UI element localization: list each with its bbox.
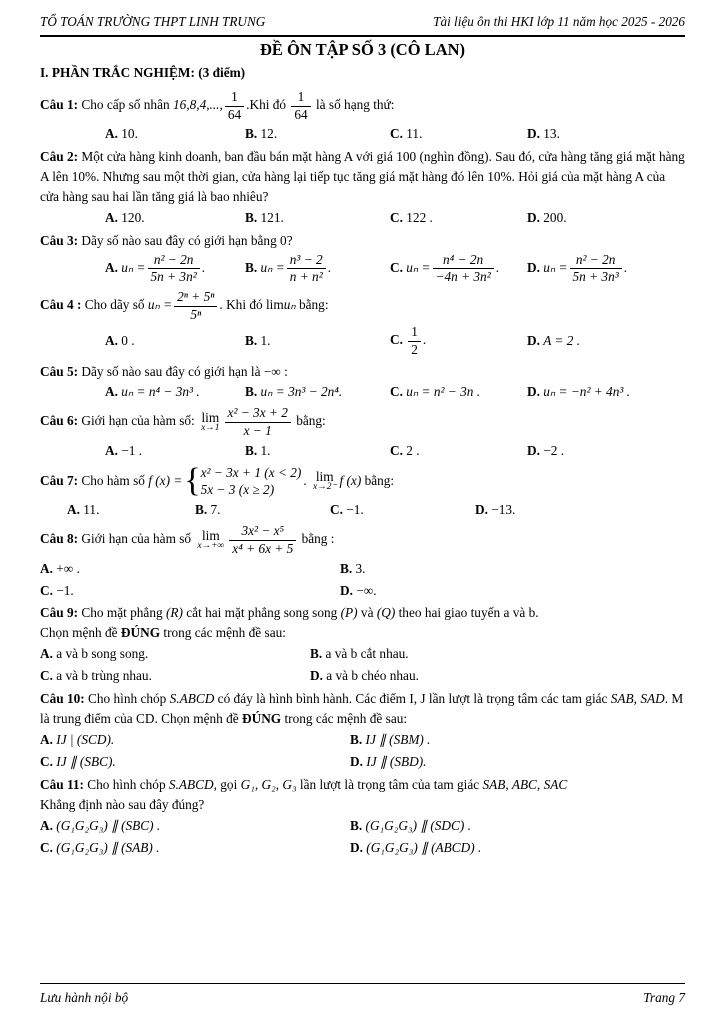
option-a [105,252,245,286]
header-subject: Tài liệu ôn thi HKI lớp 11 năm học 2025 - 2026 [433,14,685,29]
question-4-options [40,324,685,358]
question-11-body3: lần lượt là trọng tâm của tam giác [296,776,483,792]
question-10-label: Câu 10: [40,691,85,707]
question-9-label: Câu 9: [40,605,79,621]
option-key: C. [40,754,53,769]
option-d [475,500,685,520]
option-d [527,252,685,286]
function-name: f (x) = [148,472,183,488]
option-key: B. [310,646,323,662]
option-value: +∞ . [56,560,80,576]
option-c [330,500,475,520]
triangle-names: SAB, SAD [610,691,665,707]
piecewise-function [184,464,301,500]
footer-page-number: Trang 7 [643,990,685,1006]
option-a [67,500,195,520]
option-b [340,559,685,579]
option-value: a và b cắt nhau. [325,646,409,662]
question-2 [40,147,685,228]
option-value: 12. [260,126,278,142]
question-9-body3: và [357,605,377,621]
option-a [105,382,245,402]
option-d [350,838,685,858]
question-7-body3: bằng: [361,472,395,488]
option-key: A. [105,442,118,458]
option-a [105,331,245,351]
fraction [229,523,296,557]
plane-p: (P) [340,605,358,621]
option-value: 0 . [121,333,135,349]
option-key: A. [105,209,118,225]
case-2: 5x − 3 (x ≥ 2) [200,482,275,498]
option-value: −2 . [543,442,565,458]
question-6-label: Câu 6: [40,413,79,429]
option-key: B. [245,384,258,400]
header-school: TỔ TOÁN TRƯỜNG THPT LINH TRUNG [40,14,266,29]
question-4-body3: bằng: [295,297,329,313]
question-5-text [40,362,685,382]
option-value: 2 . [406,442,420,458]
option-key: A. [105,384,118,400]
question-3-text [40,231,685,251]
option-value: a và b trùng nhau. [56,668,152,684]
option-key: B. [350,817,363,833]
limit-word: lim [201,527,220,543]
option-b [310,644,685,664]
option-c [40,666,310,686]
denominator: 5n + 3n² [150,269,197,285]
option-key: C. [390,209,403,225]
question-7-options [40,500,685,520]
question-5 [40,362,685,403]
option-value: −13. [491,502,516,518]
option-a [105,208,245,228]
question-9-text [40,603,685,623]
question-4-body2: . Khi đó [219,297,266,313]
section-heading: I. PHẦN TRẮC NGHIỆM: (3 điểm) [40,65,246,81]
question-6-body2: bằng: [292,413,326,429]
limit-operator [201,411,219,435]
option-prefix: uₙ = [121,260,146,275]
option-key: A. [105,260,118,275]
option-value: −1 . [121,442,143,458]
numerator: 1 [408,324,421,342]
option-b [245,441,390,461]
option-key: C. [390,442,403,458]
option-suffix: . [495,260,500,275]
page-title: ĐỀ ÔN TẬP SỐ 3 (CÔ LAN) [259,39,466,59]
question-5-body: Dãy số nào sau đây có giới hạn là −∞ : [78,363,288,379]
option-value: 122 . [406,209,433,225]
limit-word: lim [201,409,220,425]
option-key: C. [330,502,343,518]
option-key: B. [245,442,258,458]
option-b [350,816,685,836]
question-9-body: Cho mặt phẳng [78,605,166,621]
question-10-body3: . M là trung điểm của CD. Chọn mệnh đề [40,691,684,727]
option-c [390,441,527,461]
question-2-options [40,208,685,228]
option-key: B. [350,732,363,748]
option-a [40,816,350,836]
option-c [390,324,527,358]
question-2-body: Một cửa hàng kinh doanh, ban đầu bán mặt hàng A với giá 100 (nghìn đồng). Sau đó, cửa hàng tăng giá mặt hàng A lên 10%. Nhưng sau một thời gian, cửa hàng lại tiếp tục tăng giá mặt hàng đó lên 10%. Hỏi giá của mặt hàng A của cửa hàng sau hai lần tăng giá là bao nhiêu? [40,149,685,205]
question-3-options [40,252,685,286]
centroid-names: G₁, G₂, G₃ [240,776,297,792]
fraction [287,252,326,286]
option-value: uₙ = n² − 3n . [406,384,481,400]
plane-r: (R) [165,605,183,621]
question-10 [40,689,685,772]
question-7-text [40,464,685,500]
option-key: D. [350,839,363,855]
option-key: B. [245,260,258,275]
denominator: 5ⁿ [190,306,202,322]
numerator: 1 [225,89,244,107]
option-key: C. [40,582,53,598]
question-9-options [40,644,685,686]
option-a [105,124,245,144]
question-1-label: Câu 1: [40,97,79,113]
option-c [40,581,340,601]
question-9 [40,603,685,686]
option-value: (G₁G₂G₃) ∥ (SDC) . [365,817,471,833]
denominator: x − 1 [243,422,272,438]
option-value: 1. [260,442,271,458]
question-2-text [40,147,685,207]
question-11-options [40,816,685,858]
option-key: D. [527,126,540,142]
option-suffix: . [422,332,427,348]
question-8-options [40,559,685,601]
limit-operator [197,529,224,553]
option-prefix: uₙ = [543,260,568,275]
option-value: IJ ∥ (SBC). [56,754,116,769]
option-key: D. [527,384,540,400]
question-1-body: Cho cấp số nhân [78,97,173,113]
question-10-text [40,689,685,729]
option-key: B. [340,560,353,576]
question-7 [40,464,685,521]
option-key: C. [40,839,53,855]
fraction [408,324,421,358]
option-value: uₙ = −n² + 4n³ . [543,384,630,400]
option-value: −∞. [356,582,377,598]
limit-word: lim [315,468,334,484]
question-1-body2: .Khi đó [246,97,290,113]
denominator: 2 [411,341,418,357]
emphasis-dung: ĐÚNG [120,625,161,641]
option-key: D. [310,668,323,684]
option-value: 3. [355,560,366,576]
option-a [105,441,245,461]
option-value: A = 2 . [543,333,581,349]
option-key: D. [350,754,363,769]
question-5-label: Câu 5: [40,363,79,379]
option-value: 11. [406,126,423,142]
option-value: 10. [121,126,138,142]
option-value: uₙ = n⁴ − 3n³ . [121,384,200,400]
option-value: 200. [543,209,567,225]
option-b [245,331,390,351]
question-8-text [40,523,685,557]
denominator: n + n² [289,269,323,285]
denominator: 64 [294,106,308,122]
limit-subscript: x→+∞ [197,541,225,552]
numerator: n² − 2n [570,252,622,270]
option-value: 120. [121,209,145,225]
option-key: A. [105,126,118,142]
question-9-body2: cắt hai mặt phẳng song song [182,605,341,621]
option-value: IJ ∥ (SBM) . [365,732,431,748]
option-key: A. [40,646,53,662]
numerator: 3x² − x⁵ [229,523,296,541]
option-key: D. [527,442,540,458]
numerator: n⁴ − 2n [433,252,494,270]
question-8 [40,523,685,600]
formula-prefix: uₙ = [147,297,173,313]
numerator: 2ⁿ + 5ⁿ [174,289,217,307]
question-11-body: Cho hình chóp [83,776,169,792]
footer-left: Lưu hành nội bộ [40,990,129,1006]
option-key: A. [40,560,53,576]
option-d [527,124,685,144]
brace: { [184,462,201,500]
pyramid-name: S.ABCD [168,776,214,792]
option-value: 1. [260,333,271,349]
option-suffix: . [201,260,206,275]
option-d [527,208,685,228]
option-b [245,252,390,286]
question-9-body4: theo hai giao tuyến a và b. [395,605,539,621]
question-4-label: Câu 4 : [40,297,82,313]
fraction [433,252,494,286]
option-key: C. [390,384,403,400]
question-11-prompt: Khẳng định nào sau đây đúng? [40,796,205,812]
option-value: 13. [543,126,560,142]
option-c [40,838,350,858]
option-a [40,644,310,664]
option-b [245,124,390,144]
question-6-text [40,405,685,439]
option-key: B. [245,126,258,142]
fraction [570,252,622,286]
fraction [174,289,217,323]
question-3-label: Câu 3: [40,232,79,248]
option-key: D. [340,582,353,598]
question-6-body: Giới hạn của hàm số: [78,413,199,429]
option-c [40,752,350,772]
option-key: A. [40,817,53,833]
option-c [390,208,527,228]
question-10-body2: có đáy là hình bình hành. Các điểm I, J lần lượt là trọng tâm các tam giác [214,691,611,707]
fraction [225,89,244,123]
option-key: C. [390,332,403,348]
question-4 [40,289,685,358]
option-value: 7. [210,502,221,518]
denominator: x⁴ + 6x + 5 [232,540,294,556]
question-7-body2: . [303,472,310,488]
question-9-prompt [40,623,685,643]
question-10-body4: trong các mệnh đề sau: [281,711,408,727]
question-7-label: Câu 7: [40,472,79,488]
denominator: 5n + 3n³ [572,269,619,285]
prompt-text2: trong các mệnh đề sau: [160,625,286,641]
option-c [390,124,527,144]
document-header [40,12,685,37]
option-prefix: uₙ = [260,260,285,275]
limit-subscript: x→1 [201,423,220,434]
option-value: a và b chéo nhau. [326,668,419,684]
piecewise-cases [201,464,302,500]
option-key: D. [527,333,540,349]
plane-q: (Q) [376,605,396,621]
option-key: C. [390,260,403,275]
option-key: D. [475,502,488,518]
option-key: A. [67,502,80,518]
limit-subscript: x→2⁻ [312,482,337,493]
question-1-text [40,89,685,123]
question-6-options [40,441,685,461]
question-4-text [40,289,685,323]
option-value: IJ | (SCD). [56,732,115,748]
question-5-options [40,382,685,402]
numerator: 1 [291,89,310,107]
option-key: C. [390,126,403,142]
question-1 [40,89,685,144]
option-value: −1. [56,582,74,598]
limit-function: f (x) [339,472,362,488]
option-value: uₙ = 3n³ − 2n⁴. [260,384,343,400]
triangle-names: SAB, ABC, SAC [482,776,568,792]
option-value: 11. [83,502,100,518]
question-6 [40,405,685,460]
option-key: D. [527,260,540,275]
document-footer [40,983,685,1008]
question-3 [40,231,685,286]
option-value: (G₁G₂G₃) ∥ (SAB) . [56,839,160,855]
option-prefix: uₙ = [406,260,431,275]
option-key: A. [105,333,118,349]
question-11 [40,775,685,858]
question-1-body3: là số hạng thứ: [312,97,395,113]
option-key: D. [527,209,540,225]
option-c [390,252,527,286]
question-11-label: Câu 11: [40,776,84,792]
option-value: IJ ∥ (SBD). [366,754,427,769]
option-value: (G₁G₂G₃) ∥ (SBC) . [56,817,161,833]
question-7-body: Cho hàm số [78,472,149,488]
option-b [245,382,390,402]
prompt-text: Chọn mệnh đề [40,625,121,641]
option-b [195,500,330,520]
option-a [40,730,350,750]
question-4-body: Cho dãy số [81,297,148,313]
option-d [310,666,685,686]
option-suffix: . [623,260,628,275]
denominator: −4n + 3n² [435,269,491,285]
fraction [291,89,310,123]
option-key: B. [245,333,258,349]
question-11-text [40,775,685,795]
option-d [350,752,685,772]
option-key: C. [40,668,53,684]
limit-operator [313,470,336,494]
fraction [148,252,200,286]
question-10-body: Cho hình chóp [84,691,170,707]
emphasis-dung: ĐÚNG [242,711,282,727]
option-value: −1. [346,502,364,518]
numerator: x² − 3x + 2 [225,405,291,423]
option-value: 121. [260,209,284,225]
option-b [350,730,685,750]
question-10-options [40,730,685,772]
question-1-options [40,124,685,144]
option-c [390,382,527,402]
question-11-body2: , gọi [213,776,241,792]
option-b [245,208,390,228]
option-key: A. [40,732,53,748]
option-key: B. [245,209,258,225]
question-8-label: Câu 8: [40,531,79,547]
option-value: (G₁G₂G₃) ∥ (ABCD) . [366,839,482,855]
limit-variable: uₙ [283,297,296,313]
pyramid-name: S.ABCD [169,691,215,707]
option-d [527,441,685,461]
option-key: B. [195,502,208,518]
option-value: a và b song song. [56,646,149,662]
question-2-label: Câu 2: [40,149,79,165]
denominator: 64 [227,106,242,122]
option-d [340,581,685,601]
option-a [40,559,340,579]
limit-word: lim [265,297,284,313]
option-d [527,382,685,402]
option-d [527,331,685,351]
question-8-body: Giới hạn của hàm số [78,531,195,547]
case-1: x² − 3x + 1 (x < 2) [200,464,302,480]
numerator: n³ − 2 [287,252,326,270]
sequence-values: 16,8,4,..., [172,97,223,113]
numerator: n² − 2n [148,252,200,270]
fraction [225,405,291,439]
question-3-body: Dãy số nào sau đây có giới hạn bằng 0? [78,232,293,248]
option-suffix: . [327,260,332,275]
question-8-body2: bằng : [298,531,335,547]
